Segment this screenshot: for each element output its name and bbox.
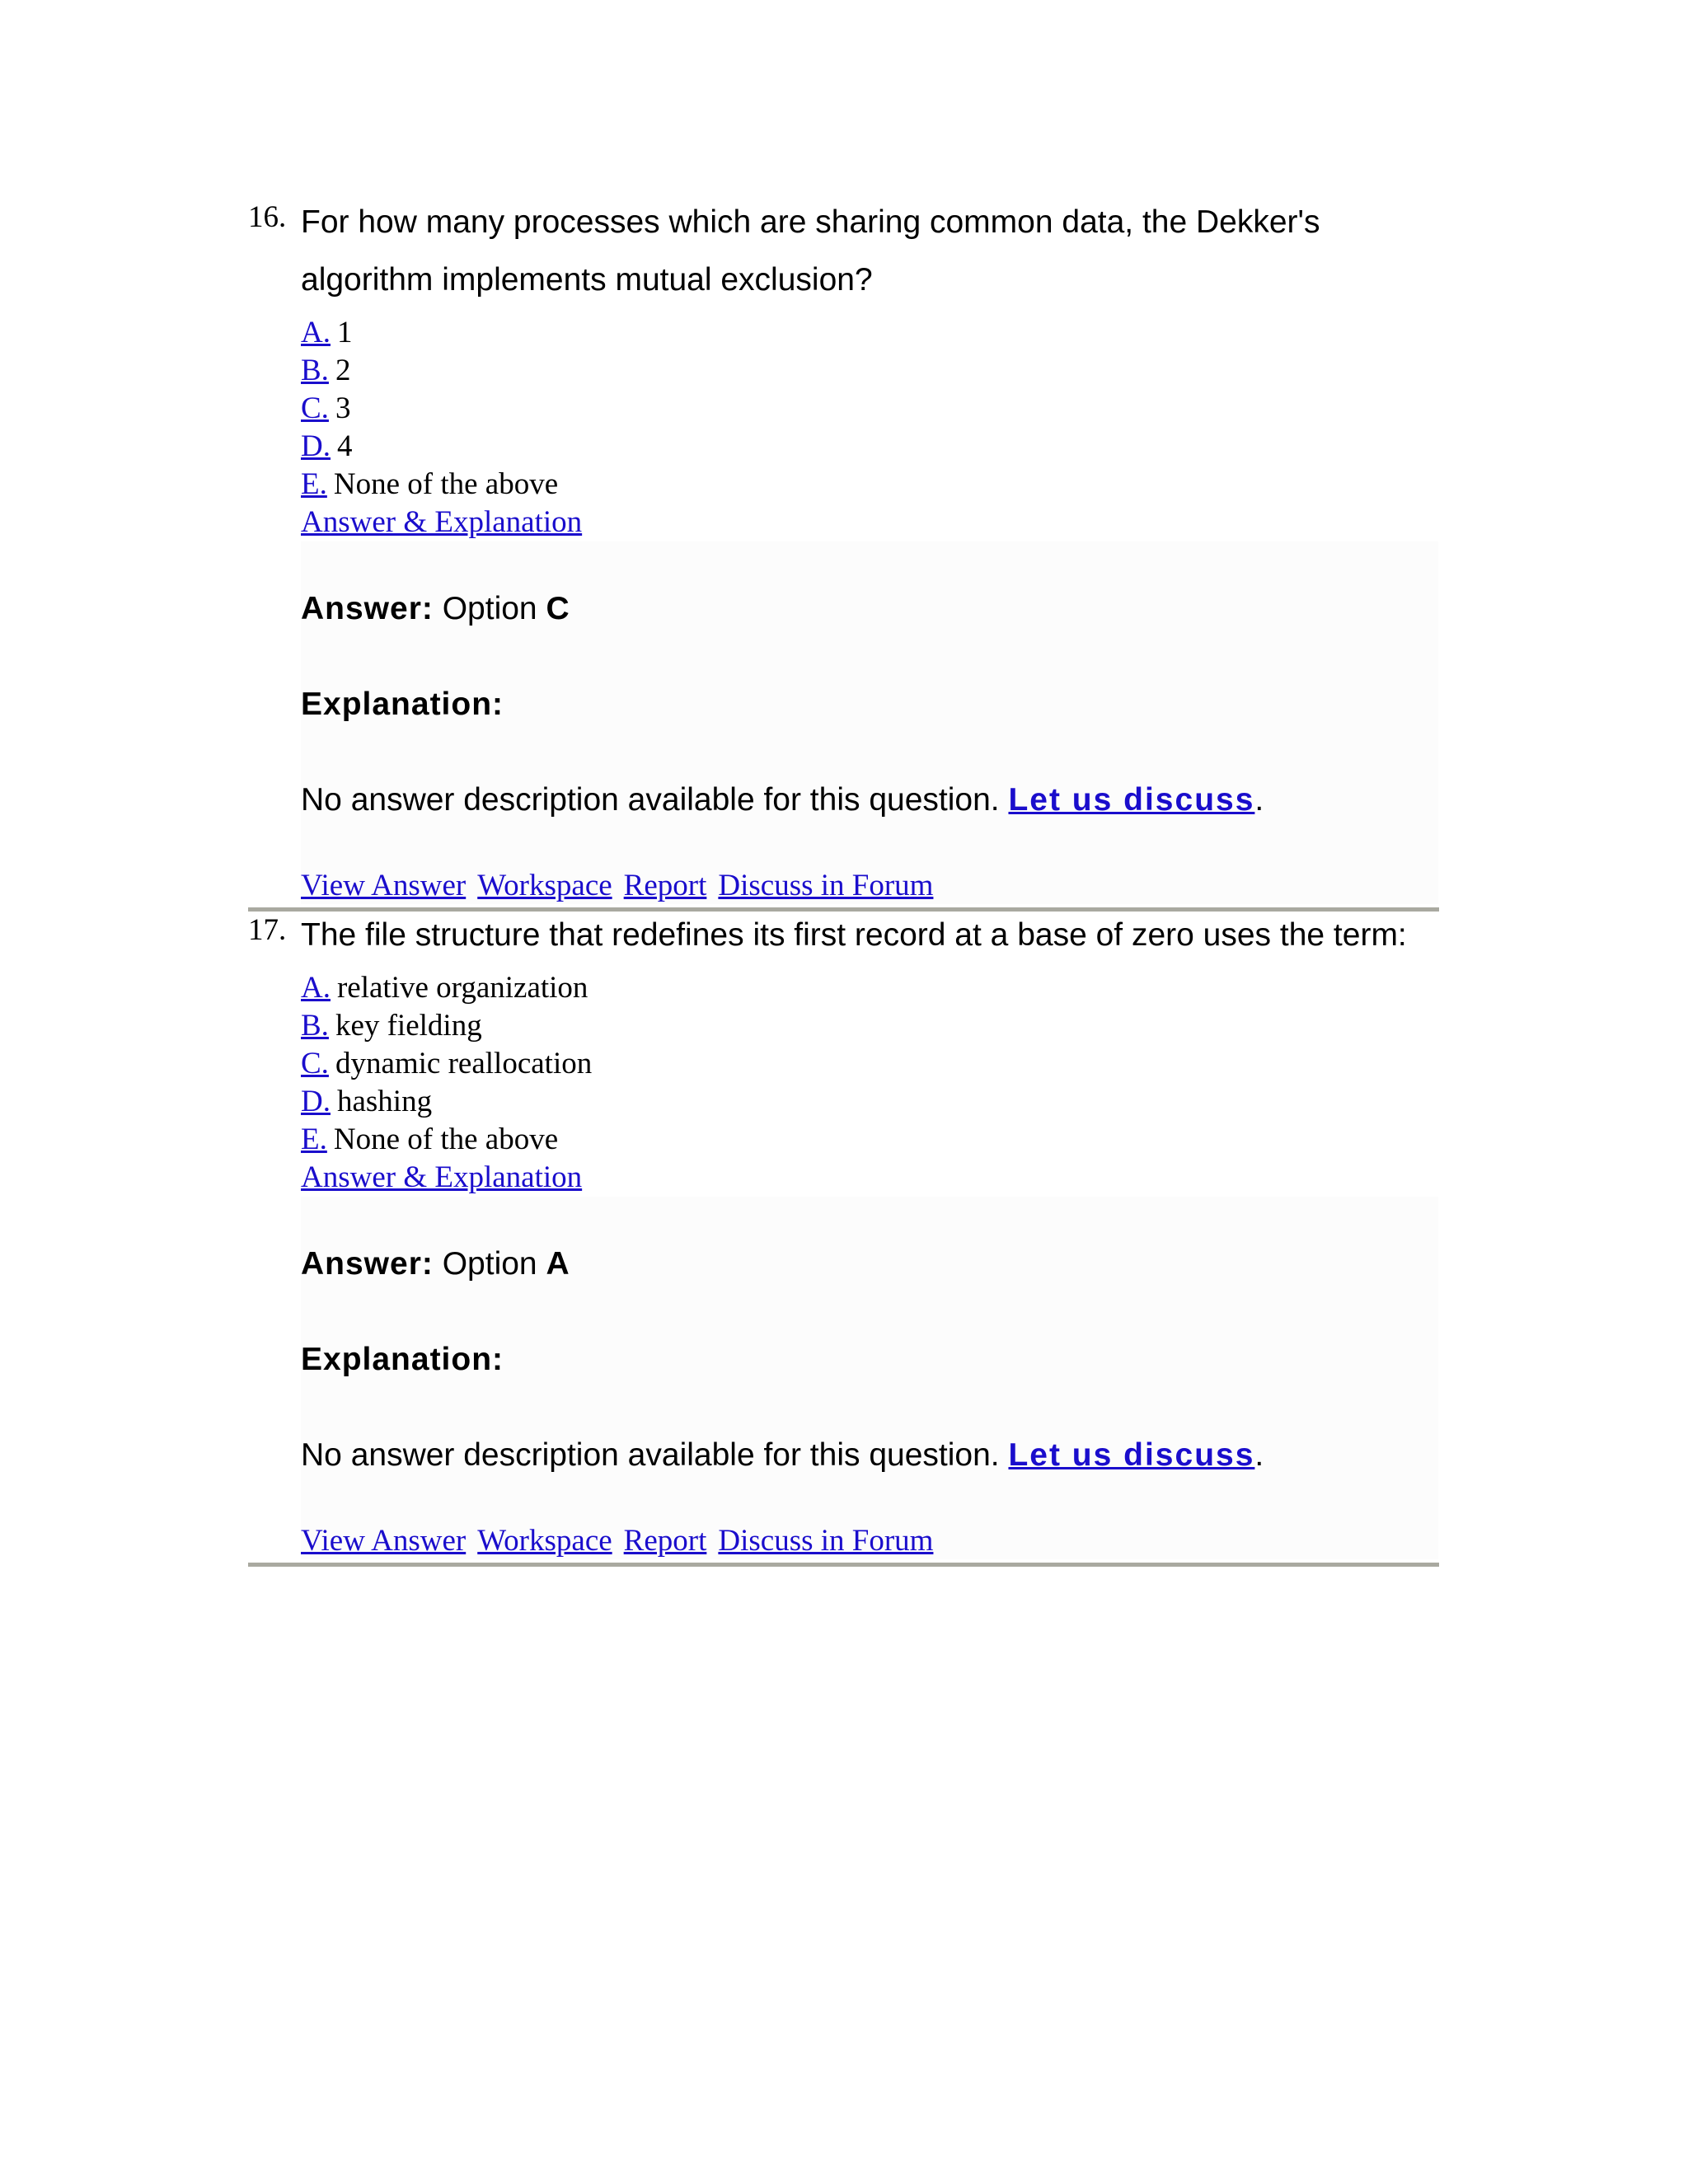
explanation-heading bbox=[301, 1342, 504, 1378]
option-c bbox=[301, 390, 350, 428]
option-e-link[interactable]: E. bbox=[301, 1122, 327, 1156]
let-us-discuss-link[interactable]: Let us discuss bbox=[1008, 1437, 1255, 1473]
question-footer-links bbox=[301, 1523, 933, 1558]
answer-explanation-row bbox=[301, 504, 582, 541]
question-17 bbox=[248, 915, 1439, 1574]
workspace-link[interactable]: Workspace bbox=[477, 869, 612, 902]
option-a bbox=[301, 314, 352, 352]
option-d bbox=[301, 1083, 432, 1121]
option-c-text: dynamic reallocation bbox=[335, 1047, 593, 1080]
option-d-text: hashing bbox=[336, 1085, 433, 1118]
answer-explanation-link[interactable]: Answer & Explanation bbox=[301, 505, 583, 539]
option-d bbox=[301, 428, 352, 466]
answer-prefix: Option bbox=[442, 1246, 537, 1282]
explanation-heading bbox=[301, 687, 504, 723]
explanation-label: Explanation: bbox=[301, 1342, 504, 1377]
option-e bbox=[301, 466, 558, 504]
report-link[interactable]: Report bbox=[623, 1524, 707, 1558]
answer-label: Answer: bbox=[301, 1246, 434, 1282]
answer-panel bbox=[301, 1197, 1438, 1559]
answer-panel bbox=[301, 541, 1438, 904]
explanation-body bbox=[301, 782, 1264, 818]
option-b bbox=[301, 352, 350, 390]
answer-explanation-link[interactable]: Answer & Explanation bbox=[301, 1160, 583, 1194]
let-us-discuss-link[interactable]: Let us discuss bbox=[1008, 782, 1255, 818]
explanation-label: Explanation: bbox=[301, 687, 504, 722]
option-b bbox=[301, 1007, 482, 1045]
report-link[interactable]: Report bbox=[623, 869, 707, 902]
option-d-text: 4 bbox=[336, 429, 353, 463]
workspace-link[interactable]: Workspace bbox=[477, 1524, 612, 1558]
question-16 bbox=[248, 202, 1439, 911]
option-a bbox=[301, 969, 588, 1007]
option-e-text: None of the above bbox=[333, 1122, 559, 1156]
option-a-link[interactable]: A. bbox=[301, 971, 331, 1005]
option-b-link[interactable]: B. bbox=[301, 1009, 329, 1043]
question-text-line1: The file structure that redefines its first record at a base of zero uses the term: bbox=[301, 917, 1407, 953]
discuss-in-forum-link[interactable]: Discuss in Forum bbox=[718, 869, 934, 902]
option-d-link[interactable]: D. bbox=[301, 1085, 331, 1118]
answer-value: A bbox=[546, 1246, 570, 1282]
explanation-text: No answer description available for this question. bbox=[301, 1437, 1000, 1473]
option-b-text: 2 bbox=[335, 354, 351, 387]
answer-line bbox=[301, 1246, 570, 1282]
answer-label: Answer: bbox=[301, 591, 434, 626]
question-divider bbox=[248, 1563, 1439, 1567]
option-c-link[interactable]: C. bbox=[301, 1047, 329, 1080]
option-c-text: 3 bbox=[335, 391, 351, 425]
question-number: 17. bbox=[248, 913, 287, 947]
discuss-in-forum-link[interactable]: Discuss in Forum bbox=[718, 1524, 934, 1558]
option-a-text: relative organization bbox=[336, 971, 588, 1005]
option-e bbox=[301, 1121, 558, 1159]
option-e-link[interactable]: E. bbox=[301, 467, 327, 501]
explanation-body bbox=[301, 1437, 1264, 1474]
view-answer-link[interactable]: View Answer bbox=[301, 1524, 467, 1558]
option-a-link[interactable]: A. bbox=[301, 316, 331, 349]
option-d-link[interactable]: D. bbox=[301, 429, 331, 463]
option-b-link[interactable]: B. bbox=[301, 354, 329, 387]
option-c bbox=[301, 1045, 592, 1083]
question-footer-links bbox=[301, 868, 933, 903]
question-number: 16. bbox=[248, 200, 287, 234]
question-text-line1: For how many processes which are sharing common data, the Dekker's bbox=[301, 204, 1320, 240]
option-b-text: key fielding bbox=[335, 1009, 482, 1043]
explanation-end: . bbox=[1254, 1437, 1264, 1473]
explanation-end: . bbox=[1254, 782, 1264, 818]
question-text-line2: algorithm implements mutual exclusion? bbox=[301, 262, 873, 298]
answer-prefix: Option bbox=[442, 591, 537, 626]
explanation-text: No answer description available for this question. bbox=[301, 782, 1000, 818]
option-c-link[interactable]: C. bbox=[301, 391, 329, 425]
answer-explanation-row bbox=[301, 1159, 582, 1197]
option-a-text: 1 bbox=[336, 316, 353, 349]
view-answer-link[interactable]: View Answer bbox=[301, 869, 467, 902]
answer-value: C bbox=[546, 591, 570, 626]
option-e-text: None of the above bbox=[333, 467, 559, 501]
answer-line bbox=[301, 591, 570, 627]
